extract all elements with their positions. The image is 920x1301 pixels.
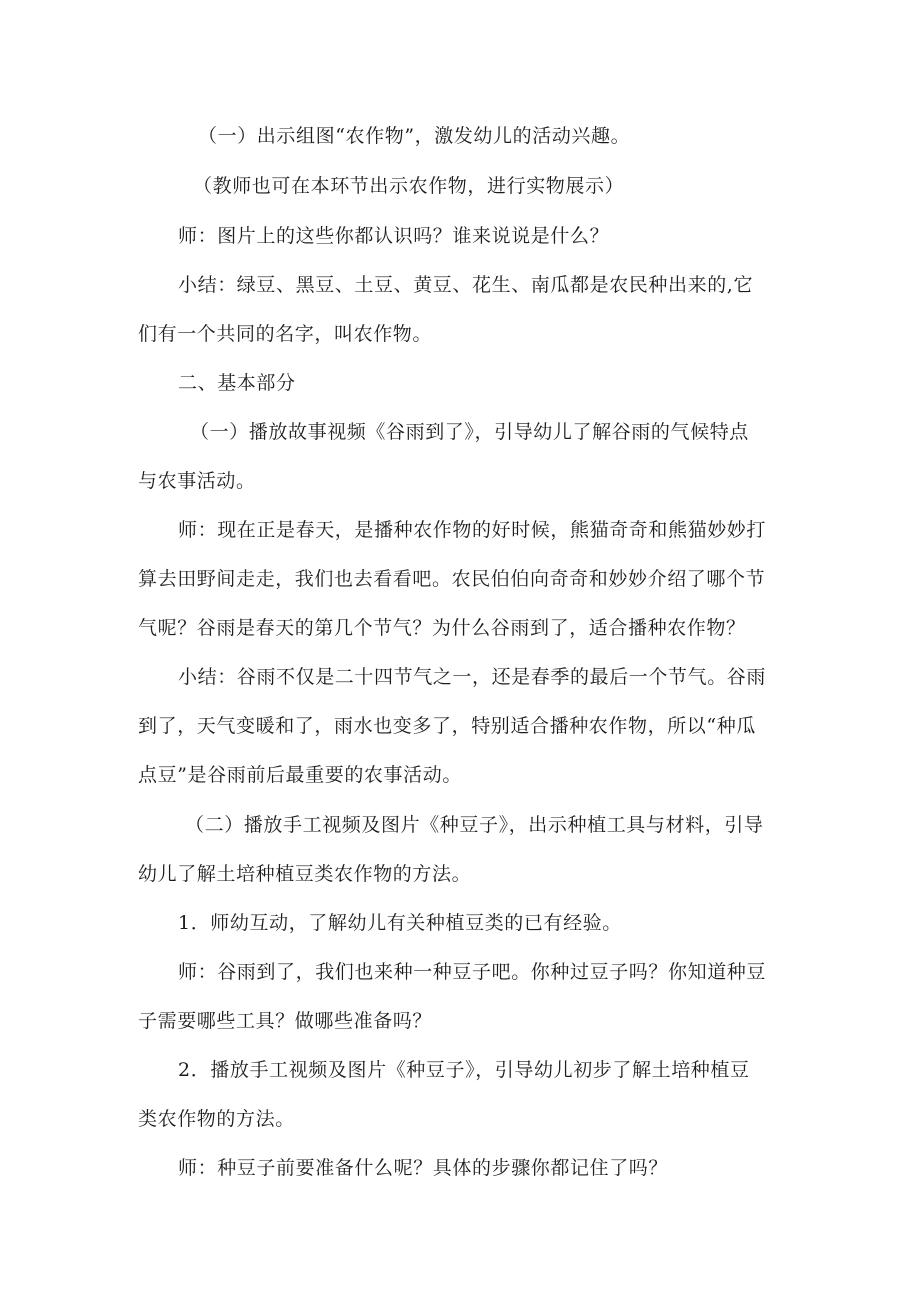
teacher-question: 师：图片上的这些你都认识吗？谁来说说是什么？ — [178, 225, 610, 247]
summary-paragraph-line-2: 们有一个共同的名字，叫农作物。 — [138, 323, 433, 345]
summary-guyu-line-3: 点豆”是谷雨前后最重要的农事活动。 — [138, 764, 462, 786]
summary-guyu-line-2: 到了，天气变暖和了，雨水也变多了，特别适合播种农作物，所以“种瓜 — [138, 715, 756, 737]
subsection-heading-story-video-line-2: 与农事活动。 — [138, 470, 256, 492]
teacher-dialogue-line-3: 气呢？谷雨是春天的第几个节气？为什么谷雨到了，适合播种农作物？ — [138, 617, 746, 639]
section-heading-show-pictures: （一）出示组图“农作物”，激发幼儿的活动兴趣。 — [198, 125, 631, 147]
subsection-heading-craft-video-line-1: （二）播放手工视频及图片《种豆子》，出示种植工具与材料，引导 — [185, 814, 764, 836]
teacher-dialogue-line-2: 算去田野间走走，我们也去看看吧。农民伯伯向奇奇和妙妙介绍了哪个节 — [138, 568, 766, 590]
summary-guyu-line-1: 小结：谷雨不仅是二十四节气之一，还是春季的最后一个节气。谷雨 — [178, 666, 767, 688]
teacher-question-beans-line-2: 子需要哪些工具？做哪些准备吗？ — [138, 1010, 433, 1032]
step-2-heading-line-1: 2．播放手工视频及图片《种豆子》，引导幼儿初步了解土培种植豆 — [178, 1059, 750, 1081]
subsection-heading-craft-video-line-2: 幼儿了解土培种植豆类农作物的方法。 — [138, 863, 472, 885]
teacher-question-steps: 师：种豆子前要准备什么呢？具体的步骤你都记住了吗？ — [178, 1157, 669, 1179]
teacher-question-beans-line-1: 师：谷雨到了，我们也来种一种豆子吧。你种过豆子吗？你知道种豆 — [178, 961, 767, 983]
teacher-note: （教师也可在本环节出示农作物，进行实物展示） — [193, 175, 625, 197]
section-heading-basic-part: 二、基本部分 — [178, 372, 296, 394]
step-2-heading-line-2: 类农作物的方法。 — [138, 1108, 295, 1130]
teacher-dialogue-line-1: 师：现在正是春天，是播种农作物的好时候，熊猫奇奇和熊猫妙妙打 — [178, 519, 767, 541]
step-1-heading: 1．师幼互动，了解幼儿有关种植豆类的已有经验。 — [178, 912, 622, 934]
summary-paragraph-line-1: 小结：绿豆、黑豆、土豆、黄豆、花生、南瓜都是农民种出来的,它 — [178, 274, 754, 296]
subsection-heading-story-video-line-1: （一）播放故事视频《谷雨到了》，引导幼儿了解谷雨的气候特点 — [190, 421, 749, 443]
